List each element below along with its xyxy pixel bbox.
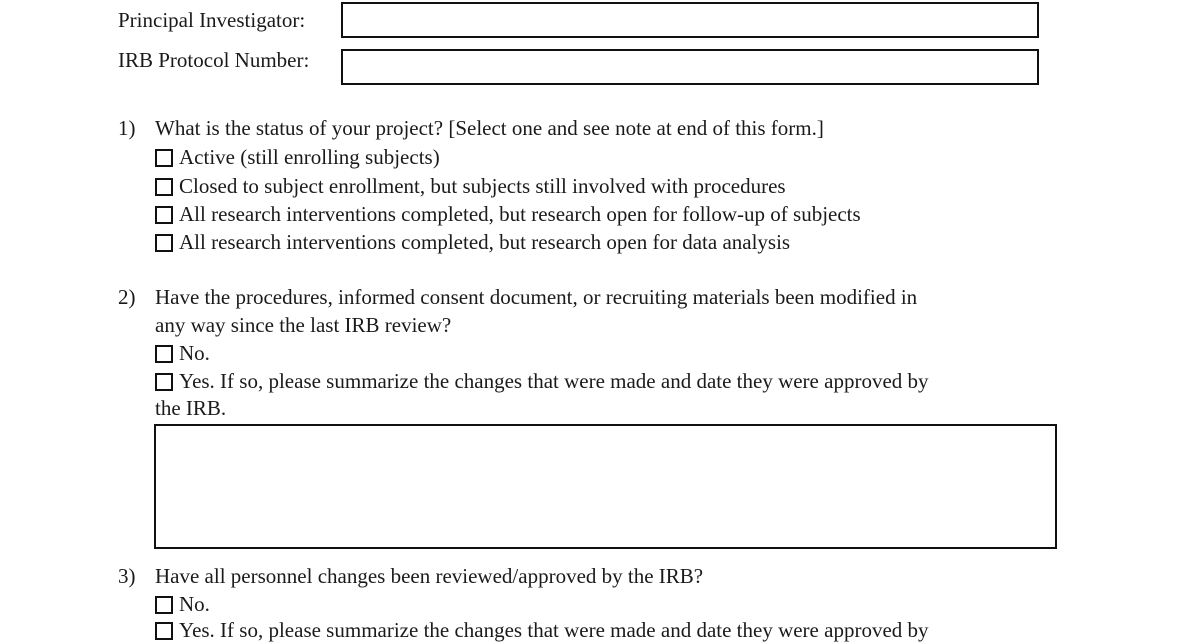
q1-option-data-analysis[interactable] [155,230,790,255]
irb-protocol-field[interactable] [341,49,1039,85]
q3-option-yes[interactable] [155,618,929,643]
q1-option-follow-up[interactable] [155,202,861,227]
q1-option-active[interactable] [155,145,440,170]
irb-protocol-label: IRB Protocol Number: [118,48,310,72]
checkbox-icon[interactable] [155,178,173,196]
q3-number: 3) [118,564,136,588]
checkbox-icon[interactable] [155,373,173,391]
q2-changes-summary-textarea[interactable] [154,424,1057,549]
q2-option-no-label: No. [179,341,210,365]
q3-option-no-label: No. [179,592,210,616]
q3-text: Have all personnel changes been reviewed/approved by the IRB? [155,564,704,588]
q3-option-no[interactable] [155,592,210,617]
q1-option-label: All research interventions completed, but research open for follow-up of subjects [179,202,861,226]
q2-text-line1: Have the procedures, informed consent document, or recruiting materials been modified in [155,285,918,309]
checkbox-icon[interactable] [155,234,173,252]
checkbox-icon[interactable] [155,345,173,363]
q2-option-yes-label-line2: the IRB. [155,396,227,420]
checkbox-icon[interactable] [155,206,173,224]
checkbox-icon[interactable] [155,149,173,167]
q1-option-label: Closed to subject enrollment, but subjects still involved with procedures [179,174,786,198]
q2-number: 2) [118,285,136,309]
checkbox-icon[interactable] [155,596,173,614]
principal-investigator-field[interactable] [341,2,1039,38]
q1-number: 1) [118,116,136,140]
q1-option-label: Active (still enrolling subjects) [179,145,440,169]
q2-option-yes[interactable] [155,369,929,394]
q2-option-no[interactable] [155,341,210,366]
principal-investigator-label: Principal Investigator: [118,8,306,32]
checkbox-icon[interactable] [155,622,173,640]
q1-option-label: All research interventions completed, but research open for data analysis [179,230,791,254]
q2-text-line2: any way since the last IRB review? [155,313,452,337]
q3-option-yes-label: Yes. If so, please summarize the changes that were made and date they were approved by [179,618,929,642]
q2-option-yes-label: Yes. If so, please summarize the changes that were made and date they were approved by [179,369,929,393]
q1-text: What is the status of your project? [Select one and see note at end of this form.] [155,116,824,140]
q1-option-closed[interactable] [155,174,786,199]
